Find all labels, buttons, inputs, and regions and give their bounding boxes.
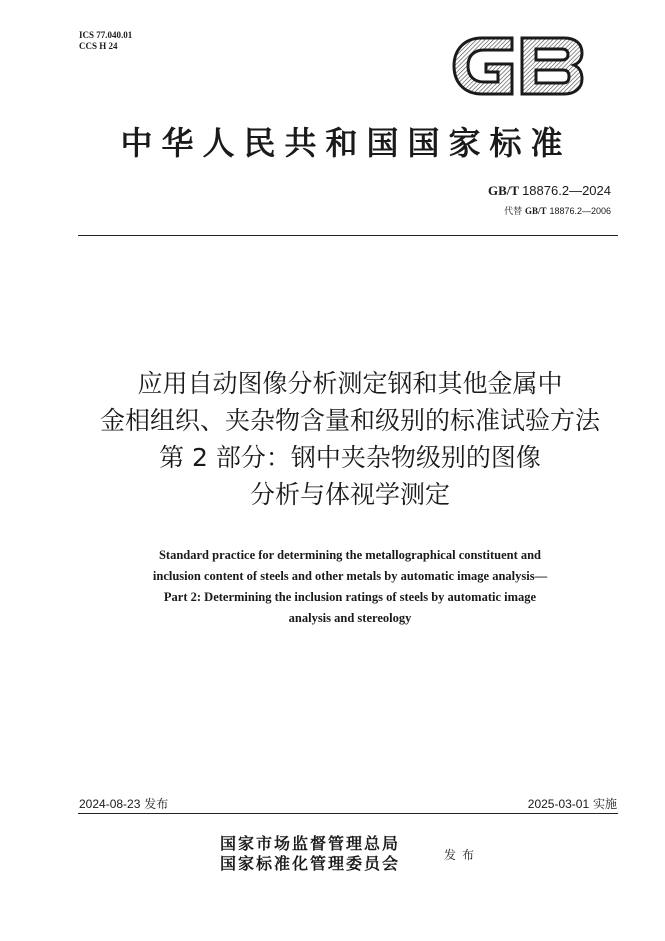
title-en-line-2: inclusion content of steels and other metals by automatic image analysis— xyxy=(152,569,548,583)
issuer-samr: 国家市场监督管理总局 xyxy=(220,834,401,853)
national-standard-heading: 中华人民共和国国家标准 xyxy=(120,124,572,162)
title-cn-line-4: 分析与体视学测定 xyxy=(249,480,450,509)
title-en-line-4: analysis and stereology xyxy=(288,611,412,625)
replaces-number: 18876.2—2006 xyxy=(549,206,611,216)
issue-date xyxy=(79,795,168,812)
title-english xyxy=(90,545,610,629)
replaces-prefix: GB/T xyxy=(525,206,547,216)
title-en-line-1: Standard practice for determining the metallographical constituent and xyxy=(158,548,542,562)
issuer-sac: 国家标准化管理委员会 xyxy=(220,854,401,873)
title-en-line-3: Part 2: Determining the inclusion ratings of steels by automatic image xyxy=(163,590,537,604)
issuing-authorities xyxy=(220,834,400,874)
standard-number-value: 18876.2—2024 xyxy=(522,183,611,198)
implementation-date xyxy=(528,795,617,812)
implementation-date-value: 2025-03-01 xyxy=(527,797,590,811)
classification-codes xyxy=(79,30,132,52)
bottom-divider xyxy=(78,813,618,814)
issue-date-value: 2024-08-23 xyxy=(79,797,141,811)
ics-code: ICS 77.040.01 xyxy=(79,30,133,40)
replaces-label: 代替 xyxy=(504,207,523,217)
title-cn-line-1: 应用自动图像分析测定钢和其他金属中 xyxy=(137,369,563,398)
title-cn-line-3: 第 2 部分：钢中夹杂物级别的图像 xyxy=(159,443,541,472)
title-chinese xyxy=(60,365,640,513)
replaces-standard xyxy=(504,204,611,217)
publish-label: 发布 xyxy=(444,848,481,862)
implementation-date-label: 实施 xyxy=(592,797,617,811)
standard-number xyxy=(488,183,611,199)
issue-date-label: 发布 xyxy=(144,797,169,811)
top-divider xyxy=(78,235,618,236)
standard-prefix: GB/T xyxy=(487,183,519,198)
gb-logo-icon xyxy=(452,34,584,98)
title-cn-line-2: 金相组织、夹杂物含量和级别的标准试验方法 xyxy=(99,406,600,435)
ccs-code: CCS H 24 xyxy=(79,41,118,51)
